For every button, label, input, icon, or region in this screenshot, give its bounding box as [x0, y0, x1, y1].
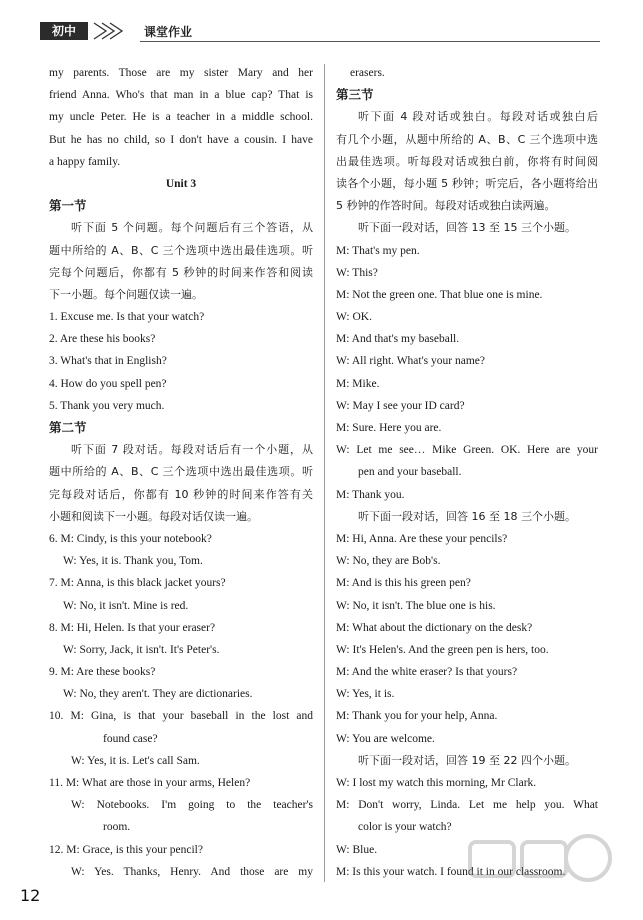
right-text-line: M: Don't worry, Linda. Let me help you. What: [336, 799, 598, 812]
left-text-line: 11. M: What are those in your arms, Helen?: [49, 777, 251, 789]
left-text-line: 3. What's that in English?: [49, 355, 167, 368]
right-text-line: W: It's Helen's. And the green pen is hers, too.: [336, 643, 549, 656]
left-text-line: my uncle Peter. He is a teacher in a middle school.: [49, 111, 313, 124]
right-text-line: W: This?: [336, 266, 378, 279]
left-text-line: a happy family.: [49, 155, 121, 168]
left-text-line: 第二节: [49, 420, 87, 435]
left-text-line: 4. How do you spell pen?: [49, 377, 167, 390]
right-text-line: 读各个小题，每小题 5 秒钟；听完后，各小题将给出: [336, 176, 598, 190]
left-text-line: W: No, it isn't. Mine is red.: [63, 599, 189, 612]
right-text-line: 有几个小题，从题中所给的 A、B、C 三个选项中选: [336, 132, 598, 146]
left-text-line: W: No, they aren't. They are dictionaries.: [63, 688, 253, 701]
left-column: [49, 62, 313, 883]
header-level-label: 初中: [40, 22, 88, 40]
right-text-line: W: You are welcome.: [336, 732, 435, 745]
left-text-line: 1. Excuse me. Is that your watch?: [49, 311, 205, 324]
right-text-line: erasers.: [350, 67, 385, 79]
left-text-line: 8. M: Hi, Helen. Is that your eraser?: [49, 621, 216, 634]
left-text-line: 12. M: Grace, is this your pencil?: [49, 843, 203, 856]
right-text-line: W: No, they are Bob's.: [336, 555, 441, 568]
left-text-line: room.: [103, 821, 131, 834]
header-title: 课堂作业: [144, 25, 193, 39]
right-text-line: W: Let me see… Mike Green. OK. Here are your: [336, 444, 598, 457]
left-text-line: 小题和阅读下一小题。每段对话仅读一遍。: [49, 509, 258, 523]
right-text-line: W: No, it isn't. The blue one is his.: [336, 599, 496, 612]
right-text-line: W: Yes, it is.: [336, 688, 395, 701]
right-text-line: 听下面一段对话，回答 16 至 18 三个小题。: [358, 509, 576, 523]
left-text-line: 7. M: Anna, is this black jacket yours?: [49, 577, 226, 590]
left-text-line: W: Sorry, Jack, it isn't. It's Peter's.: [63, 643, 220, 656]
left-text-line: my parents. Those are my sister Mary and her: [49, 67, 313, 79]
left-text-line: friend Anna. Who's that man in a blue cap? That is: [49, 89, 313, 102]
right-text-line: W: OK.: [336, 311, 372, 324]
right-text-line: 听下面一段对话，回答 13 至 15 三个小题。: [358, 221, 576, 235]
left-text-line: 9. M: Are these books?: [49, 666, 156, 679]
right-text-line: M: Thank you for your help, Anna.: [336, 710, 498, 723]
left-text-line: 题中所给的 A、B、C 三个选项中选出最佳选项。听: [49, 465, 313, 479]
right-text-line: M: And is this his green pen?: [336, 577, 471, 590]
right-text-line: M: Sure. Here you are.: [336, 422, 442, 434]
left-text-line: 第一节: [49, 198, 87, 214]
header-rule: [140, 41, 600, 42]
right-text-line: M: Is this your watch. I found it in our classroom.: [336, 865, 566, 878]
right-column: [336, 62, 598, 883]
left-text-line: 2. Are these his books?: [49, 333, 156, 346]
left-text-line: 5. Thank you very much.: [49, 399, 165, 412]
left-text-line: 10. M: Gina, is that your baseball in the lost and: [49, 710, 313, 723]
left-text-line: 题中所给的 A、B、C 三个选项中选出最佳选项。听: [49, 243, 313, 257]
right-text-line: 出最佳选项。听每段对话或独白前，你将有时间阅: [336, 154, 598, 168]
right-text-line: M: Thank you.: [336, 488, 405, 501]
left-text-line: 6. M: Cindy, is this your notebook?: [49, 532, 212, 545]
left-text-line: W: Yes, it is. Let's call Sam.: [71, 754, 200, 767]
right-text-line: M: Hi, Anna. Are these your pencils?: [336, 532, 508, 545]
watermark-logo-icon: [460, 828, 620, 908]
right-text-line: 第三节: [336, 87, 374, 103]
left-text-line: found case?: [103, 732, 158, 745]
left-text-line: W: Notebooks. I'm going to the teacher's: [71, 799, 313, 812]
column-divider: [324, 64, 325, 882]
right-text-line: M: And that's my baseball.: [336, 333, 460, 346]
right-text-line: W: May I see your ID card?: [336, 399, 465, 412]
right-text-line: M: What about the dictionary on the desk?: [336, 621, 533, 634]
right-text-line: W: All right. What's your name?: [336, 355, 485, 368]
left-text-line: W: Yes, it is. Thank you, Tom.: [63, 555, 203, 568]
right-text-line: W: Blue.: [336, 843, 378, 856]
left-text-line: Unit 3: [165, 177, 197, 190]
right-text-line: W: I lost my watch this morning, Mr Clark.: [336, 777, 537, 789]
right-text-line: pen and your baseball.: [358, 466, 462, 479]
right-text-line: color is your watch?: [358, 821, 452, 834]
chevron-decoration-icon: [90, 20, 140, 42]
right-text-line: M: That's my pen.: [336, 244, 420, 257]
left-text-line: 听下面 5 个问题。每个问题后有三个答语，从: [71, 221, 313, 235]
right-text-line: M: Not the green one. That blue one is mine.: [336, 288, 543, 301]
right-text-line: 5 秒钟的作答时间。每段对话或独白读两遍。: [336, 199, 556, 213]
right-text-line: M: Mike.: [336, 377, 380, 390]
page-number: 12: [20, 886, 41, 905]
left-text-line: W: Yes. Thanks, Henry. And those are my: [71, 865, 313, 878]
left-text-line: 听下面 7 段对话。每段对话后有一个小题，从: [71, 443, 313, 457]
right-text-line: M: And the white eraser? Is that yours?: [336, 666, 518, 679]
left-text-line: 完每个问题后，你都有 5 秒钟的时间来作答和阅读: [49, 265, 313, 279]
left-text-line: 完每段对话后，你都有 10 秒钟的时间来作答有关: [49, 487, 313, 501]
left-text-line: But he has no child, so I don't have a cousin. I have: [49, 133, 313, 146]
right-text-line: 听下面一段对话，回答 19 至 22 四个小题。: [358, 753, 576, 767]
left-text-line: 下一小题。每个问题仅读一遍。: [49, 287, 203, 301]
right-text-line: 听下面 4 段对话或独白。每段对话或独白后: [358, 110, 598, 124]
page-header: [40, 20, 600, 42]
